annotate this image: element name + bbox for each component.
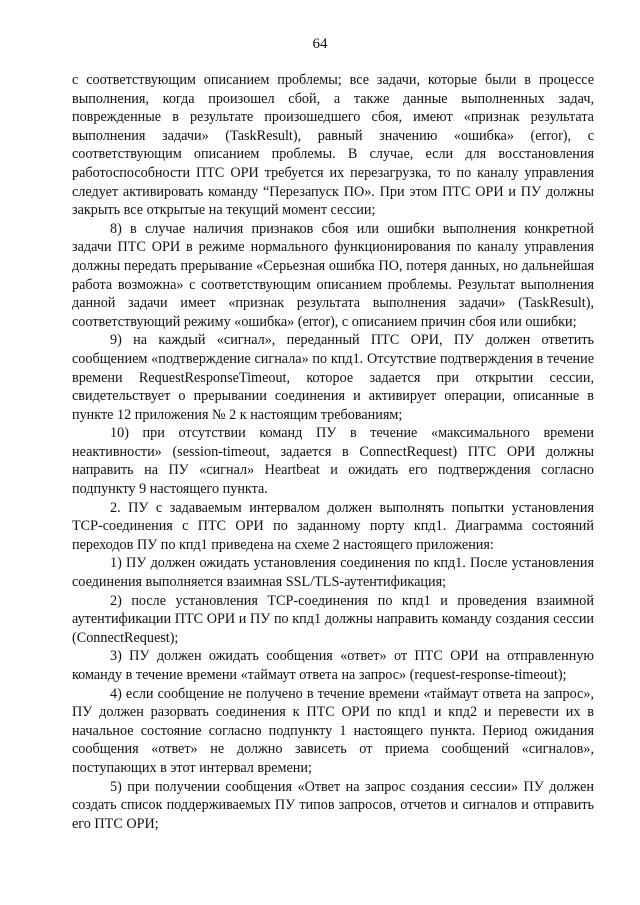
paragraph-subitem-3: 3) ПУ должен ожидать сообщения «ответ» от ПТС ОРИ на отправленную команду в течение времени «таймаут ответа на запрос» (request-response-timeout);: [72, 648, 594, 683]
paragraph-continuation: с соответствующим описанием проблемы; все задачи, которые были в процессе выполнения, когда произошел сбой, а также данные выполненных задач, поврежденные в результате произошедшего сбоя, имеют «признак результата выполнения задачи» (TaskResult), равный значению «ошибка» (error), с соответствующим описанием проблемы. В случае, если для восстановления работоспособности ПТС ОРИ требуется их перезагрузка, то по каналу управления следует активировать команду “Перезапуск ПО». При этом ПТС ОРИ и ПУ должны закрыть все открытые на текущий момент сессии;: [72, 72, 594, 219]
paragraph-subitem-4: 4) если сообщение не получено в течение времени «таймаут ответа на запрос», ПУ должен разорвать соединения к ПТС ОРИ по кпд1 и кпд2 и перевести их в начальное состояние согласно подпункту 1 настоящего пункта. Период ожидания сообщения «ответ» не должно зависеть от приема сообщений «сигналов», поступающих в этот интервал времени;: [72, 685, 594, 776]
document-body: [72, 71, 594, 833]
paragraph-item-9: 9) на каждый «сигнал», переданный ПТС ОРИ, ПУ должен ответить сообщением «подтверждение сигнала» по кпд1. Отсутствие подтверждения в течение времени RequestResponseTimeout, которое задается при открытии сессии, свидетельствует о прерывании соединения и активирует операции, описанные в пункте 12 приложения № 2 к настоящим требованиям;: [72, 332, 594, 423]
paragraph-item-8: 8) в случае наличия признаков сбоя или ошибки выполнения конкретной задачи ПТС ОРИ в режиме нормального функционирования по каналу управления должны передать прерывание «Серьезная ошибка ПО, потеря данных, но дальнейшая работа возможна» с соответствующим описанием проблемы. Результат выполнения данной задачи имеет «признак результата выполнения задачи» (TaskResult), соответствующий режиму «ошибка» (error), с описанием причин сбоя или ошибки;: [72, 220, 594, 330]
paragraph-subitem-2: 2) после установления TCP-соединения по кпд1 и проведения взаимной аутентификации ПТС ОРИ и ПУ по кпд1 должны направить команду создания сессии (ConnectRequest);: [72, 592, 594, 646]
page-number: 64: [312, 36, 328, 52]
paragraph-section-2: 2. ПУ с задаваемым интервалом должен выполнять попытки установления TCP-соединения с ПТС ОРИ по заданному порту кпд1. Диаграмма состояний переходов ПУ по кпд1 приведена на схеме 2 настоящего приложения:: [72, 499, 594, 553]
paragraph-subitem-1: 1) ПУ должен ожидать установления соединения по кпд1. После установления соединения выполняется взаимная SSL/TLS-аутентификация;: [72, 555, 594, 591]
paragraph-subitem-5: 5) при получении сообщения «Ответ на запрос создания сессии» ПУ должен создать список поддерживаемых ПУ типов запросов, отчетов и сигналов и отправить его ПТС ОРИ;: [72, 778, 594, 832]
paragraph-item-10: 10) при отсутствии команд ПУ в течение «максимального времени неактивности» (session-timeout, задается в ConnectRequest) ПТС ОРИ должны направить на ПУ «сигнал» Heartbeat и ожидать его подтверждения согласно подпункту 9 настоящего пункта.: [72, 425, 594, 498]
